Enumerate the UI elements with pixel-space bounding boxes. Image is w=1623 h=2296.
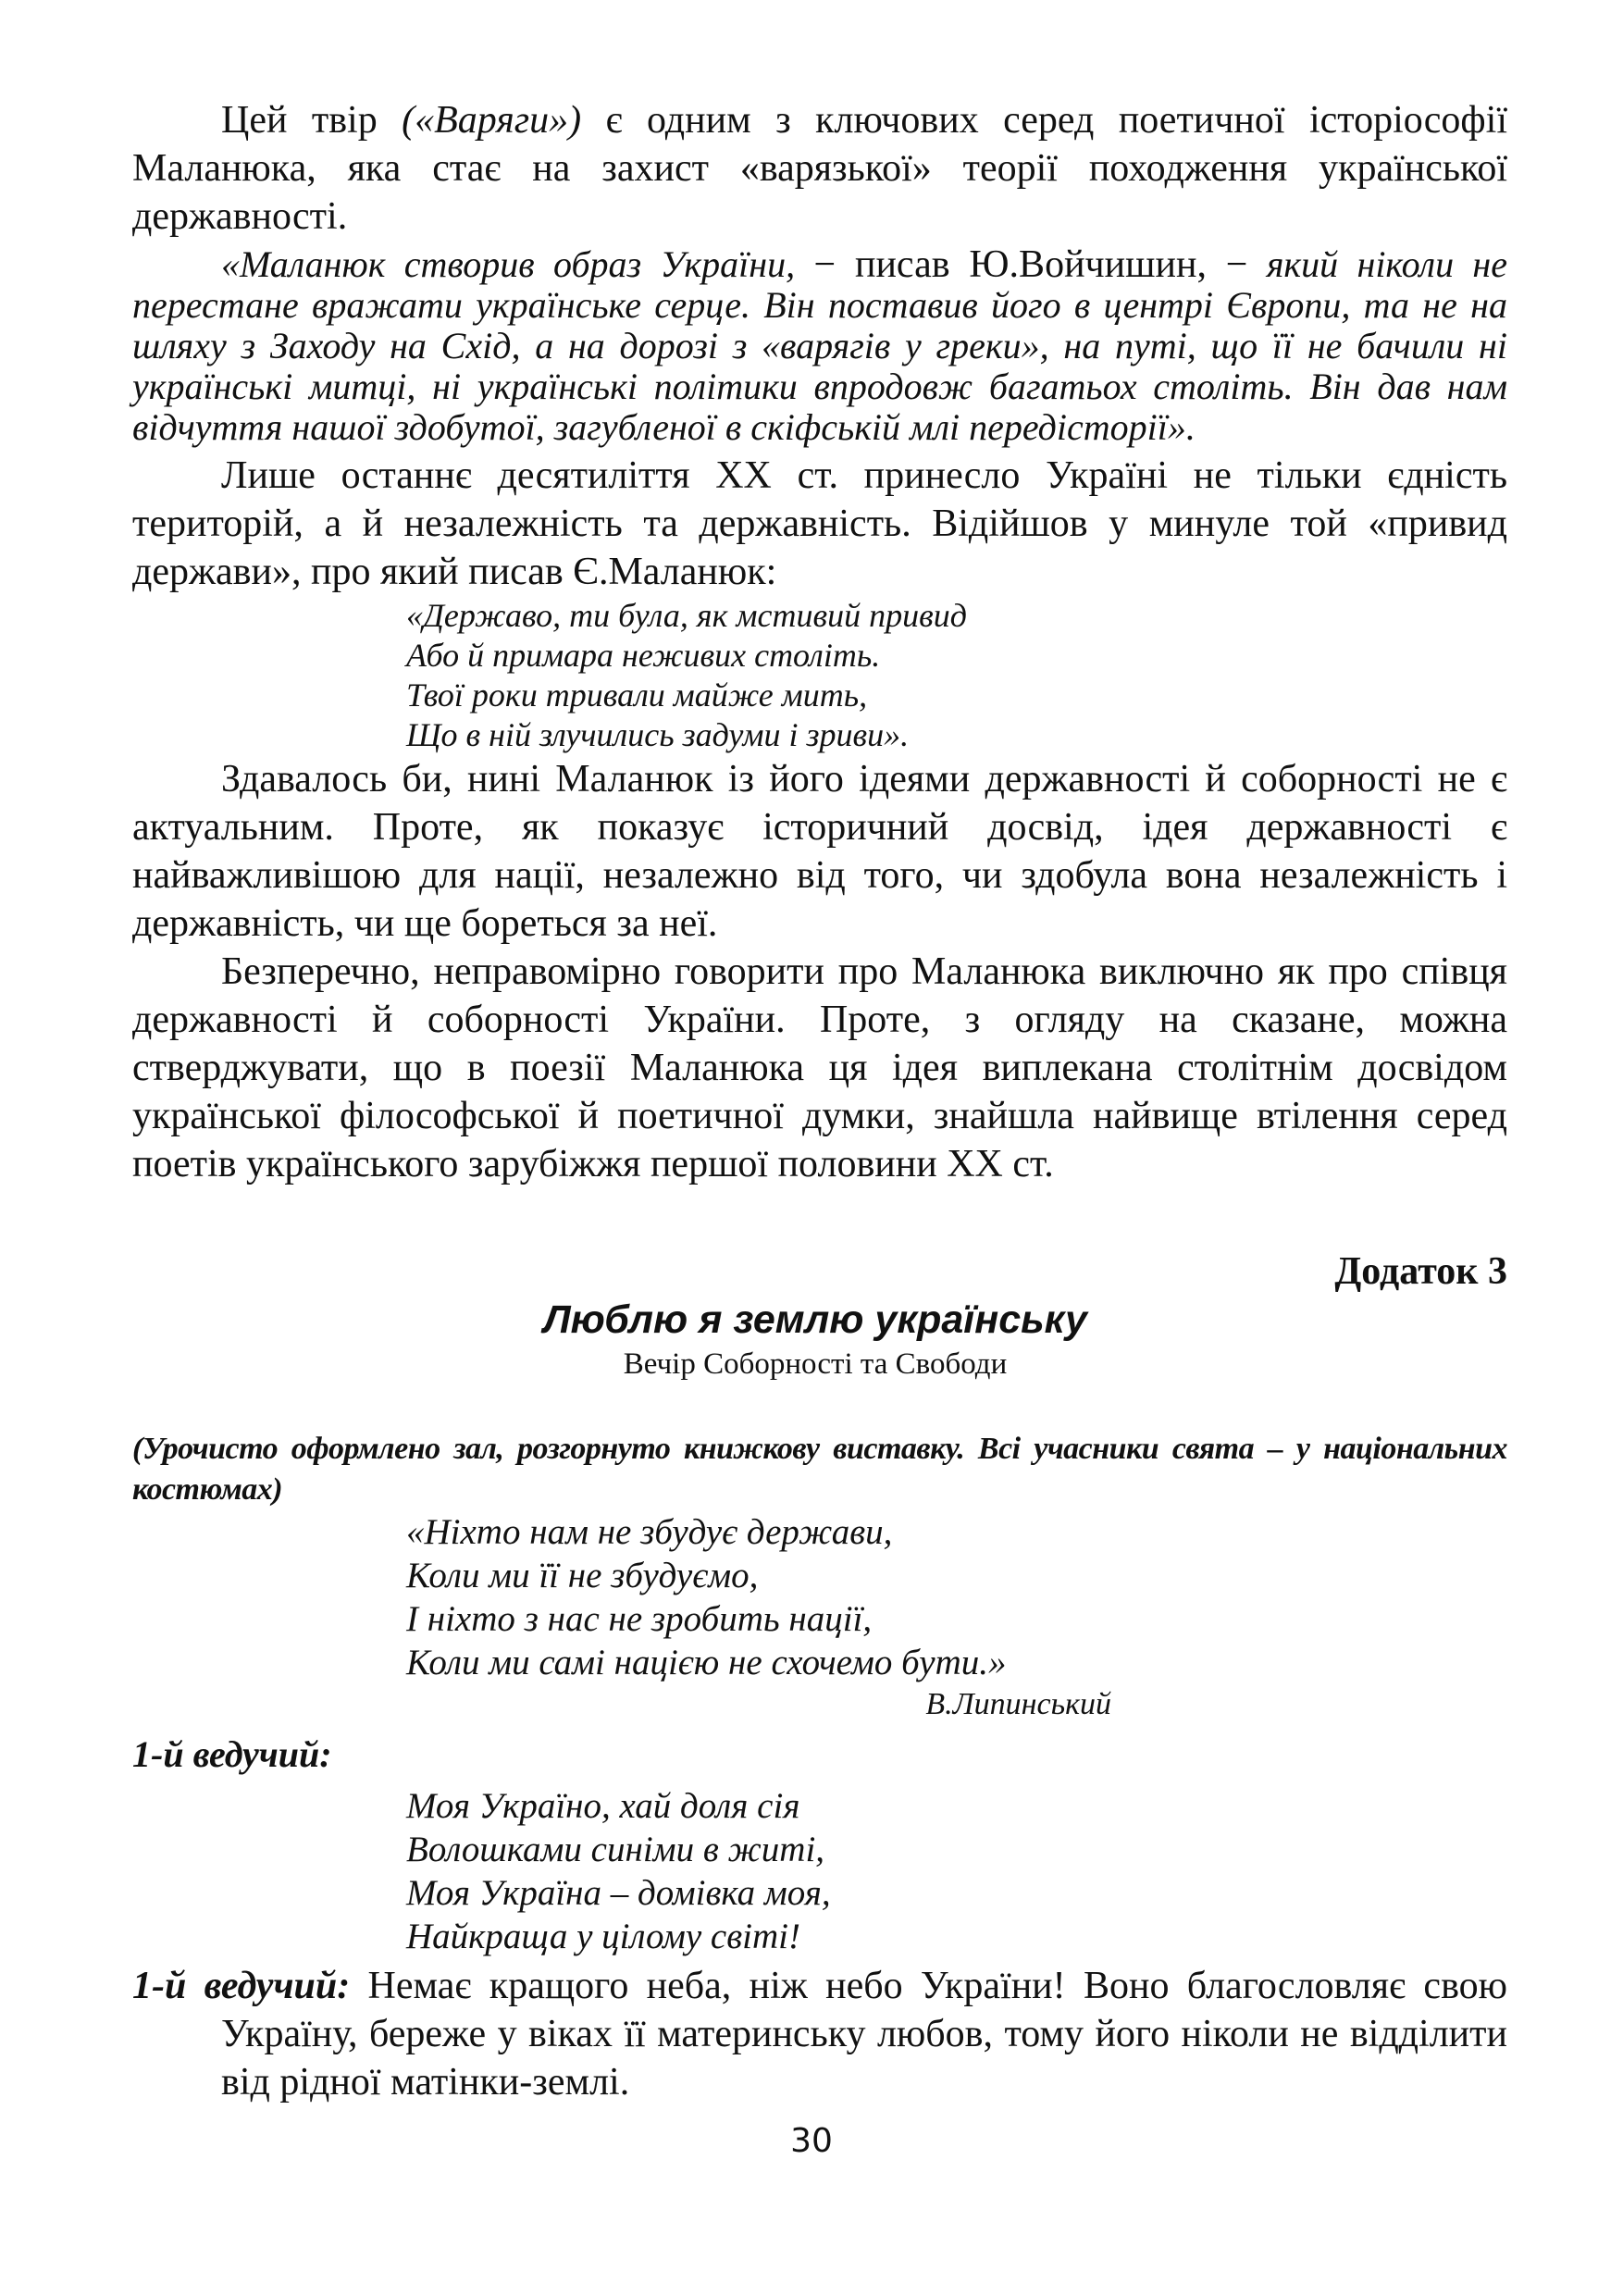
poem-line: Моя Україно, хай доля сія [406,1786,800,1826]
paragraph-conclusion: Безперечно, неправомірно говорити про Маланюка виключно як про співця державності й соборності України. Проте, з огляду на сказане, можна стверджувати, що в поезії Маланюка ця ідея виплекана столітнім досвідом української філософської й поетичної думки, знайшла найвище втілення серед поетів українського зарубіжжя першої половини ХХ ст. [132,950,1507,1185]
poem-line: «Ніхто нам не збудує держави, [406,1512,893,1552]
intro-paragraph [132,96,1507,241]
poem-line: «Державо, ти була, як мстивий привид [406,597,967,634]
paragraph-relevance: Здавалось би, нині Маланюк із його ідеями державності й соборності не є актуальним. Проте, як показує історичний досвід, ідея державності є найважливішою для нації, незалежно від того, чи здобула вона незалежність і державність, чи ще бореться за неї. [132,758,1507,945]
poem-ukraine [406,1784,1507,1958]
voichyshyn-quote [132,244,1507,448]
document-page [132,96,1507,2106]
poem-author: В.Липинський [925,1687,1111,1721]
paragraph-decade: Лише останнє десятиліття ХХ ст. принесло Україні не тільки єдність територій, а й незалежність та державність. Відійшов у минуле той «привид держави», про який писав Є.Маланюк: [132,454,1507,593]
appendix-label: Додаток 3 [1334,1250,1507,1293]
poem-line: Моя Україна – домівка моя, [406,1873,831,1913]
poem-line: Волошками синіми в житі, [406,1830,825,1869]
host-speech [132,1962,1507,2106]
poem-line: Коли ми її не збудуємо, [406,1556,759,1595]
poem-line: Коли ми самі нацією не схочемо бути.» [406,1643,1007,1682]
page-number: 30 [790,2122,833,2160]
quote-attribution: − писав Ю.Войчишин, − [813,243,1248,286]
event-title: Люблю я землю українську [543,1297,1087,1342]
quote-part-2: який ніколи не перестане вражати українське серце. Він поставив його в центрі Європи, та не на шляху з Заходу на Схід, а на дорозі з «варягів у греки», на путі, що її не бачили ні українські митці, ні українські політики впродовж багатьох століть. Він дав нам відчуття нашої здобутої, загубленої в скіфській млі передісторії». [132,243,1508,448]
intro-work-title: («Варяги») [402,99,582,142]
speaker-label: 1-й ведучий: [132,1733,332,1775]
speaker-label: 1-й ведучий: [132,1965,351,2007]
event-subtitle: Вечір Соборності та Свободи [623,1347,1008,1381]
poem-line: Твої роки тривали майже мить, [406,676,868,714]
poem-line: Що в ній злучились задуми і зриви». [406,716,910,753]
poem-line: І ніхто з нас не зробить нації, [406,1599,873,1639]
poem-malaniuk [406,596,1507,755]
stage-direction: (Урочисто оформлено зал, розгорнуто книжкову виставку. Всі учасники свята – у національних костюмах) [132,1432,1507,1507]
poem-line: Або й примара неживих століть. [406,637,881,674]
host-speech-text: Немає кращого неба, ніж небо України! Воно благословляє свою Україну, береже у віках її материнську любов, тому його ніколи не відділити від рідної матінки-землі. [221,1965,1507,2104]
poem-lypynsky [406,1510,1507,1684]
quote-part-1: «Маланюк створив образ України, [221,243,814,285]
poem-line: Найкраща у цілому світі! [406,1917,800,1956]
intro-text-end: є одним з ключових серед поетичної історіософії Маланюка, яка стає на захист «варязької» теорії походження української державності. [132,99,1507,238]
intro-text-start: Цей твір [221,99,403,142]
